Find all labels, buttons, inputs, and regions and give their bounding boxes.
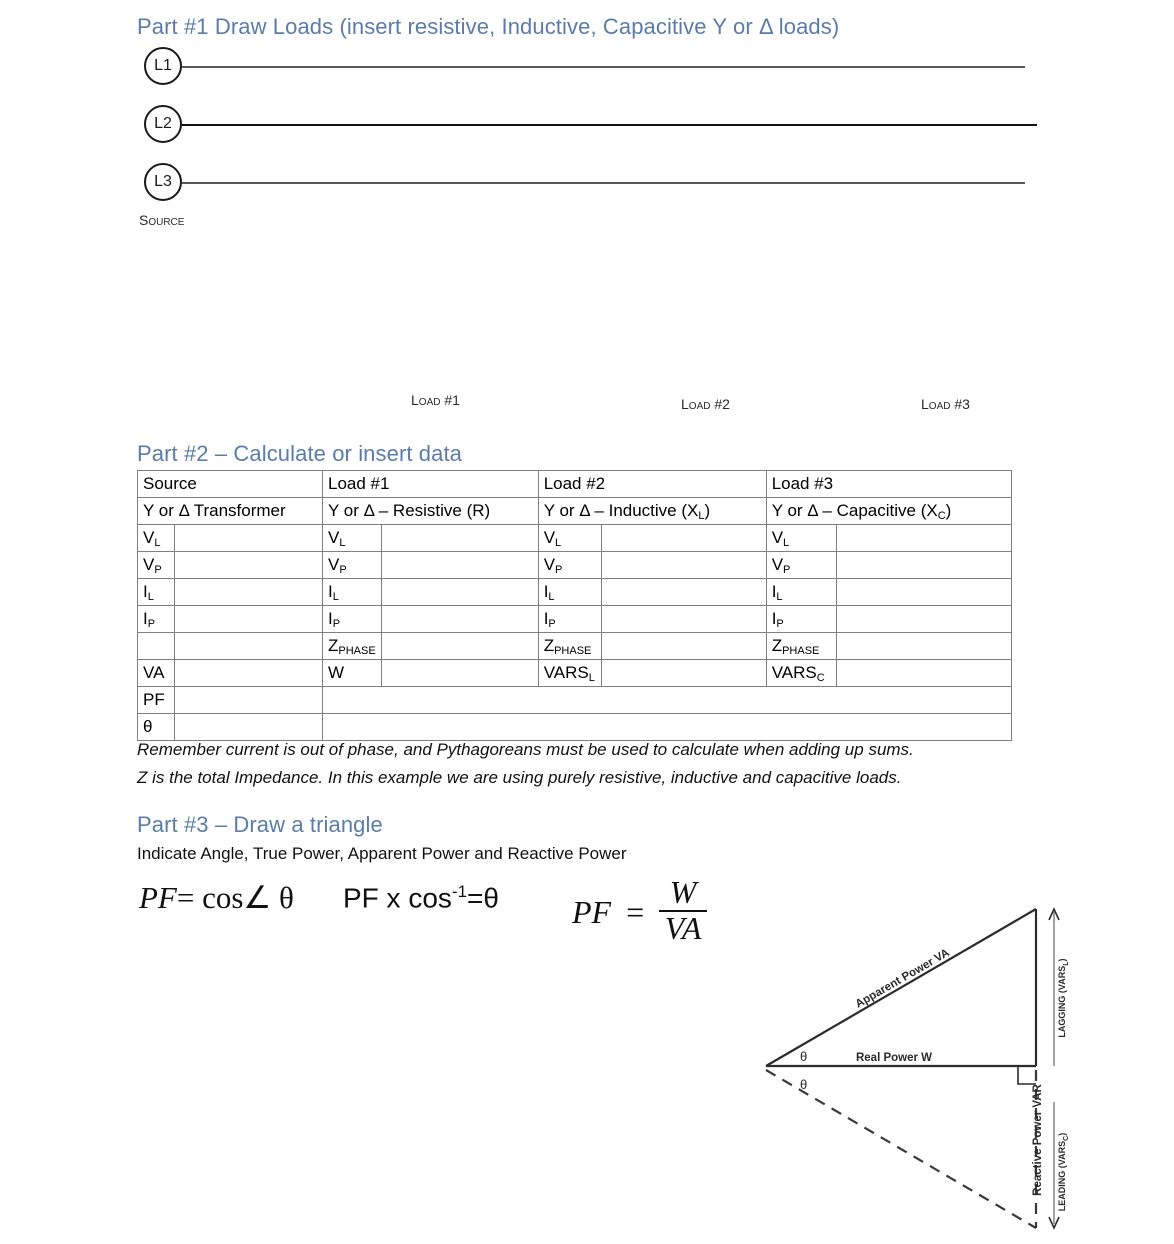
lagging-label-sub: L bbox=[1063, 961, 1070, 966]
formula-pf-cos-pf: PF bbox=[139, 880, 177, 915]
phase-line-l1 bbox=[182, 66, 1025, 68]
lagging-label bbox=[1057, 958, 1070, 1037]
table-row bbox=[138, 579, 1012, 606]
formula-pf-ratio bbox=[572, 874, 707, 947]
header-source: Source bbox=[138, 471, 323, 498]
table-row bbox=[138, 552, 1012, 579]
row5-l2-label bbox=[538, 660, 601, 687]
formula-pf-acos-sup: -1 bbox=[451, 882, 468, 901]
row2-source-input[interactable] bbox=[175, 579, 323, 606]
phase-node-l3-label: L3 bbox=[154, 173, 172, 190]
theta-lower-label: θ bbox=[800, 1077, 808, 1092]
row3-l2-label-text: I bbox=[543, 608, 549, 628]
part1-heading: Part #1 Draw Loads (insert resistive, Inductive, Capacitive Y or Δ loads) bbox=[137, 14, 840, 39]
row4-l1-label bbox=[323, 633, 382, 660]
row2-l3-input[interactable] bbox=[836, 579, 1011, 606]
row1-l1-label bbox=[323, 552, 382, 579]
part3-subtitle: Indicate Angle, True Power, Apparent Power and Reactive Power bbox=[137, 844, 627, 863]
phase-node-l2 bbox=[144, 105, 182, 143]
hypotenuse-line bbox=[766, 909, 1036, 1066]
row0-l2-label-sub: L bbox=[555, 536, 562, 549]
row0-l1-label-sub: L bbox=[339, 536, 346, 549]
header-load3-type-tail: ) bbox=[945, 500, 952, 520]
row5-source-input[interactable] bbox=[175, 660, 323, 687]
header-load1-type bbox=[323, 498, 539, 525]
table-row bbox=[138, 606, 1012, 633]
row4-l3-label-text: Z bbox=[771, 635, 783, 655]
header-load2: Load #2 bbox=[538, 471, 766, 498]
row3-l3-label bbox=[766, 606, 836, 633]
row5-source-label-text: VA bbox=[143, 662, 165, 682]
row1-source-input[interactable] bbox=[175, 552, 323, 579]
right-angle-marker bbox=[1018, 1066, 1036, 1084]
row3-l3-label-text: I bbox=[771, 608, 777, 628]
row2-l2-input[interactable] bbox=[601, 579, 766, 606]
formula-pf-acos-b: =θ bbox=[467, 882, 499, 914]
row1-l1-label-text: V bbox=[328, 554, 340, 574]
row0-source-label-sub: L bbox=[154, 536, 161, 549]
row4-l1-label-text: Z bbox=[328, 635, 339, 655]
row4-source-label-shaded bbox=[138, 633, 175, 660]
row4-l2-label-text: Z bbox=[543, 635, 555, 655]
row-pf-spacer bbox=[323, 687, 1012, 714]
row3-l2-input[interactable] bbox=[601, 606, 766, 633]
header-load2-type-text: Y or Δ – Inductive (X bbox=[543, 500, 699, 520]
note-line-1: Remember current is out of phase, and Pythagoreans must be used to calculate when adding up sums. bbox=[137, 740, 914, 759]
data-table-wrapper bbox=[137, 470, 1012, 741]
theta-upper-label: θ bbox=[800, 1049, 808, 1064]
formula-pf-acos-a: PF x cos bbox=[343, 882, 452, 914]
header-load3-type-text: Y or Δ – Capacitive (X bbox=[771, 500, 938, 520]
header-source-type-text: Y or Δ Transformer bbox=[143, 500, 286, 520]
phase-line-l2 bbox=[182, 124, 1037, 126]
phase-node-l1 bbox=[144, 47, 182, 85]
row0-l3-label-sub: L bbox=[783, 536, 790, 549]
lagging-label-text: LAGGING (VARS bbox=[1057, 965, 1067, 1038]
row4-l2-label bbox=[538, 633, 601, 660]
row0-l2-label-text: V bbox=[543, 527, 556, 547]
formula-pf-ratio-pf: PF bbox=[572, 894, 612, 931]
row5-l3-label-sub: C bbox=[816, 671, 825, 684]
row3-l2-label-sub: P bbox=[548, 617, 556, 630]
row0-l1-input[interactable] bbox=[381, 525, 538, 552]
row2-l3-label-text: I bbox=[771, 581, 777, 601]
note-line-2: Z is the total Impedance. In this example we are using purely resistive, inductive and capacitive loads. bbox=[137, 768, 902, 787]
row2-l1-input[interactable] bbox=[381, 579, 538, 606]
row0-l2-label bbox=[538, 525, 601, 552]
table-row bbox=[138, 525, 1012, 552]
row4-source-input-shaded bbox=[175, 633, 323, 660]
row2-l2-label bbox=[538, 579, 601, 606]
row1-l1-label-sub: P bbox=[339, 563, 347, 576]
row-pf-input[interactable] bbox=[175, 687, 323, 714]
header-load3: Load #3 bbox=[766, 471, 1011, 498]
table-row bbox=[138, 714, 1012, 741]
row0-l3-label-text: V bbox=[771, 527, 784, 547]
row-theta-spacer bbox=[323, 714, 1012, 741]
row3-source-input[interactable] bbox=[175, 606, 323, 633]
table-row bbox=[138, 687, 1012, 714]
row4-l2-input[interactable] bbox=[601, 633, 766, 660]
table-row bbox=[138, 633, 1012, 660]
formula-pf-acos bbox=[343, 882, 499, 914]
row5-l2-label-sub: L bbox=[588, 671, 595, 684]
formula-pf-cos-rest: = cos∠ θ bbox=[176, 880, 294, 915]
row5-l1-label-text: W bbox=[328, 662, 345, 682]
row4-l3-input[interactable] bbox=[836, 633, 1011, 660]
row3-source-label-sub: P bbox=[147, 617, 156, 630]
row4-l3-label bbox=[766, 633, 836, 660]
row0-l2-input[interactable] bbox=[601, 525, 766, 552]
header-source-type bbox=[138, 498, 323, 525]
leading-label-tail: ) bbox=[1057, 1132, 1067, 1136]
row4-l2-label-sub: PHASE bbox=[554, 644, 592, 657]
row4-l1-label-sub: PHASE bbox=[338, 644, 376, 657]
header-load2-type-tail: ) bbox=[704, 500, 711, 520]
row5-l2-label-text: VARS bbox=[543, 662, 589, 682]
row2-l3-label bbox=[766, 579, 836, 606]
row2-l2-label-text: I bbox=[543, 581, 549, 601]
row3-l3-label-sub: P bbox=[776, 617, 784, 630]
row0-l1-label-text: V bbox=[328, 527, 340, 547]
row2-l1-label-text: I bbox=[328, 581, 333, 601]
table-header-row-1 bbox=[138, 471, 1012, 498]
phase-node-l1-label: L1 bbox=[154, 57, 172, 74]
row0-l1-label bbox=[323, 525, 382, 552]
row2-source-label-sub: L bbox=[147, 590, 154, 603]
row3-l3-input[interactable] bbox=[836, 606, 1011, 633]
header-load2-type-sub: L bbox=[698, 509, 705, 522]
row0-source-input[interactable] bbox=[175, 525, 323, 552]
row3-l1-label-sub: P bbox=[332, 617, 341, 630]
row1-l1-input[interactable] bbox=[381, 552, 538, 579]
row5-l3-label bbox=[766, 660, 836, 687]
phase-line-l3 bbox=[182, 182, 1025, 184]
row2-l1-label bbox=[323, 579, 382, 606]
formula-pf-ratio-fraction bbox=[659, 876, 708, 945]
row5-l3-input[interactable] bbox=[836, 660, 1011, 687]
part2-heading: Part #2 – Calculate or insert data bbox=[137, 441, 463, 466]
row2-source-label bbox=[138, 579, 175, 606]
row-theta-input[interactable] bbox=[175, 714, 323, 741]
row0-source-label bbox=[138, 525, 175, 552]
header-load1-type-text: Y or Δ – Resistive (R) bbox=[328, 500, 491, 520]
row2-l3-label-sub: L bbox=[776, 590, 783, 603]
data-table bbox=[137, 470, 1012, 741]
table-row bbox=[138, 660, 1012, 687]
formula-pf-ratio-numerator: W bbox=[669, 874, 697, 910]
table-header-row-2 bbox=[138, 498, 1012, 525]
row1-l2-label bbox=[538, 552, 601, 579]
row5-l1-input[interactable] bbox=[381, 660, 538, 687]
row0-source-label-text: V bbox=[143, 527, 155, 547]
reactive-power-label: Reactive Power VAR bbox=[1032, 1084, 1044, 1196]
lagging-label-tail: ) bbox=[1057, 958, 1067, 962]
row1-l2-label-text: V bbox=[543, 554, 556, 574]
hypotenuse-line-leading bbox=[766, 1070, 1036, 1228]
row5-l2-input[interactable] bbox=[601, 660, 766, 687]
formula-pf-ratio-denominator: VA bbox=[659, 910, 708, 946]
row1-source-label-text: V bbox=[143, 554, 155, 574]
formula-pf-ratio-eq: = bbox=[624, 894, 646, 931]
row0-l3-input[interactable] bbox=[836, 525, 1011, 552]
row1-source-label bbox=[138, 552, 175, 579]
header-load2-type bbox=[538, 498, 766, 525]
row3-source-label-text: I bbox=[143, 608, 148, 628]
row2-l2-label-sub: L bbox=[548, 590, 555, 603]
row-pf-label: PF bbox=[138, 687, 175, 714]
row3-l1-input[interactable] bbox=[381, 606, 538, 633]
leading-label-text: LEADING (VARS bbox=[1057, 1140, 1067, 1212]
row0-l3-label bbox=[766, 525, 836, 552]
real-power-label: Real Power W bbox=[855, 1052, 933, 1064]
row1-l3-label bbox=[766, 552, 836, 579]
phase-node-l3 bbox=[144, 163, 182, 201]
row1-l3-label-text: V bbox=[771, 554, 784, 574]
leading-label-sub: C bbox=[1063, 1135, 1070, 1141]
row1-l3-label-sub: P bbox=[783, 563, 791, 576]
leading-label bbox=[1057, 1133, 1070, 1211]
row4-l1-input[interactable] bbox=[381, 633, 538, 660]
load-1-label: Load #1 bbox=[411, 392, 460, 408]
part3-heading: Part #3 – Draw a triangle bbox=[137, 812, 383, 837]
formula-pf-cos bbox=[139, 880, 294, 916]
phase-node-l2-label: L2 bbox=[154, 115, 172, 132]
row5-source-label bbox=[138, 660, 175, 687]
header-load3-type bbox=[766, 498, 1011, 525]
power-triangle-diagram bbox=[740, 880, 1080, 1244]
load-2-label: Load #2 bbox=[681, 396, 730, 412]
row2-source-label-text: I bbox=[143, 581, 148, 601]
row5-l1-label bbox=[323, 660, 382, 687]
apparent-power-label: Apparent Power VA bbox=[853, 946, 952, 1011]
row3-source-label bbox=[138, 606, 175, 633]
row4-l3-label-sub: PHASE bbox=[782, 644, 820, 657]
row1-l2-label-sub: P bbox=[555, 563, 563, 576]
source-label: Source bbox=[139, 212, 185, 228]
row2-l1-label-sub: L bbox=[332, 590, 339, 603]
header-load3-type-sub: C bbox=[937, 509, 946, 522]
row1-l2-input[interactable] bbox=[601, 552, 766, 579]
row3-l2-label bbox=[538, 606, 601, 633]
row1-l3-input[interactable] bbox=[836, 552, 1011, 579]
load-3-label: Load #3 bbox=[921, 396, 970, 412]
row5-l3-label-text: VARS bbox=[771, 662, 817, 682]
row3-l1-label bbox=[323, 606, 382, 633]
row-theta-label: θ bbox=[138, 714, 175, 741]
row1-source-label-sub: P bbox=[154, 563, 162, 576]
row3-l1-label-text: I bbox=[328, 608, 333, 628]
header-load1: Load #1 bbox=[323, 471, 539, 498]
